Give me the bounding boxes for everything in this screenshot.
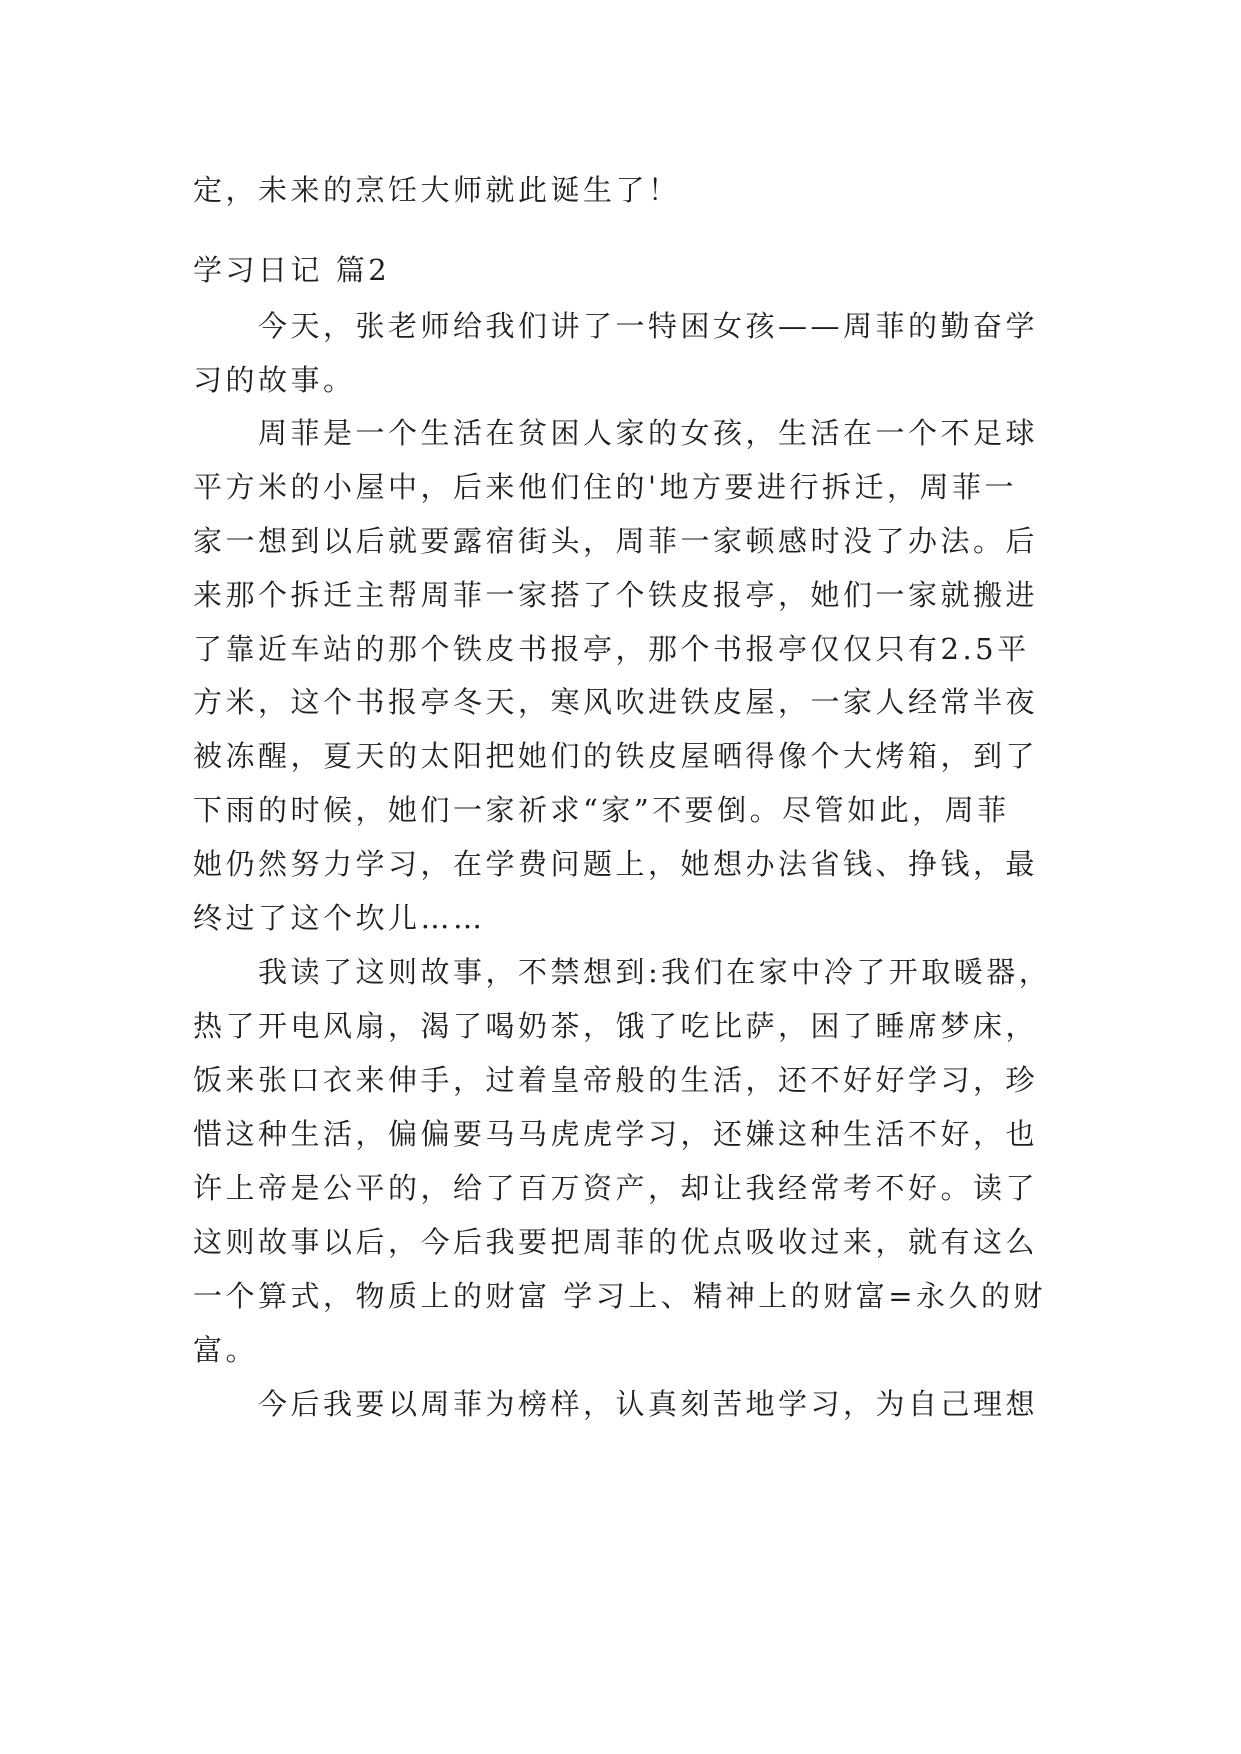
text-line: 惜这种生活，偏偏要马马虎虎学习，还嫌这种生活不好，也: [193, 1117, 1039, 1151]
text-line: 方米，这个书报亭冬天，寒风吹进铁皮屋，一家人经常半夜: [193, 685, 1039, 719]
text-line: 习的故事。: [193, 363, 356, 397]
section-heading: 学习日记 篇2: [193, 253, 391, 287]
text-line: 我读了这则故事，不禁想到:我们在家中冷了开取暖器，: [258, 955, 1052, 989]
text-line: 来那个拆迁主帮周菲一家搭了个铁皮报亭，她们一家就搬进: [193, 578, 1039, 612]
text-line: 被冻醒，夏天的太阳把她们的铁皮屋晒得像个大烤箱，到了: [193, 739, 1039, 773]
closing-line-previous-entry: 定，未来的烹饪大师就此诞生了！: [193, 173, 681, 207]
text-line: 平方米的小屋中，后来他们住的'地方要进行拆迁，周菲一: [193, 470, 1017, 504]
text-line: 终过了这个坎儿……: [193, 901, 486, 935]
text-line: 家一想到以后就要露宿街头，周菲一家顿感时没了办法。后: [193, 524, 1039, 558]
text-line: 了靠近车站的那个铁皮书报亭，那个书报亭仅仅只有2.5平: [193, 632, 1030, 666]
text-line: 今天，张老师给我们讲了一特困女孩——周菲的勤奋学: [258, 309, 1039, 343]
text-line: 这则故事以后，今后我要把周菲的优点吸收过来，就有这么: [193, 1225, 1039, 1259]
text-line: 一个算式，物质上的财富 学习上、精神上的财富=永久的财: [193, 1279, 1047, 1313]
text-line: 许上帝是公平的，给了百万资产，却让我经常考不好。读了: [193, 1171, 1039, 1205]
text-line: 她仍然努力学习，在学费问题上，她想办法省钱、挣钱，最: [193, 847, 1039, 881]
text-line: 热了开电风扇，渴了喝奶茶，饿了吃比萨，困了睡席梦床，: [193, 1009, 1039, 1043]
text-line: 今后我要以周菲为榜样，认真刻苦地学习，为自己理想: [258, 1387, 1039, 1421]
text-line: 饭来张口衣来伸手，过着皇帝般的生活，还不好好学习，珍: [193, 1063, 1039, 1097]
text-line: 周菲是一个生活在贫困人家的女孩，生活在一个不足球: [258, 416, 1039, 450]
text-line: 下雨的时候，她们一家祈求“家”不要倒。尽管如此，周菲: [193, 793, 1010, 827]
text-line: 富。: [193, 1333, 259, 1367]
